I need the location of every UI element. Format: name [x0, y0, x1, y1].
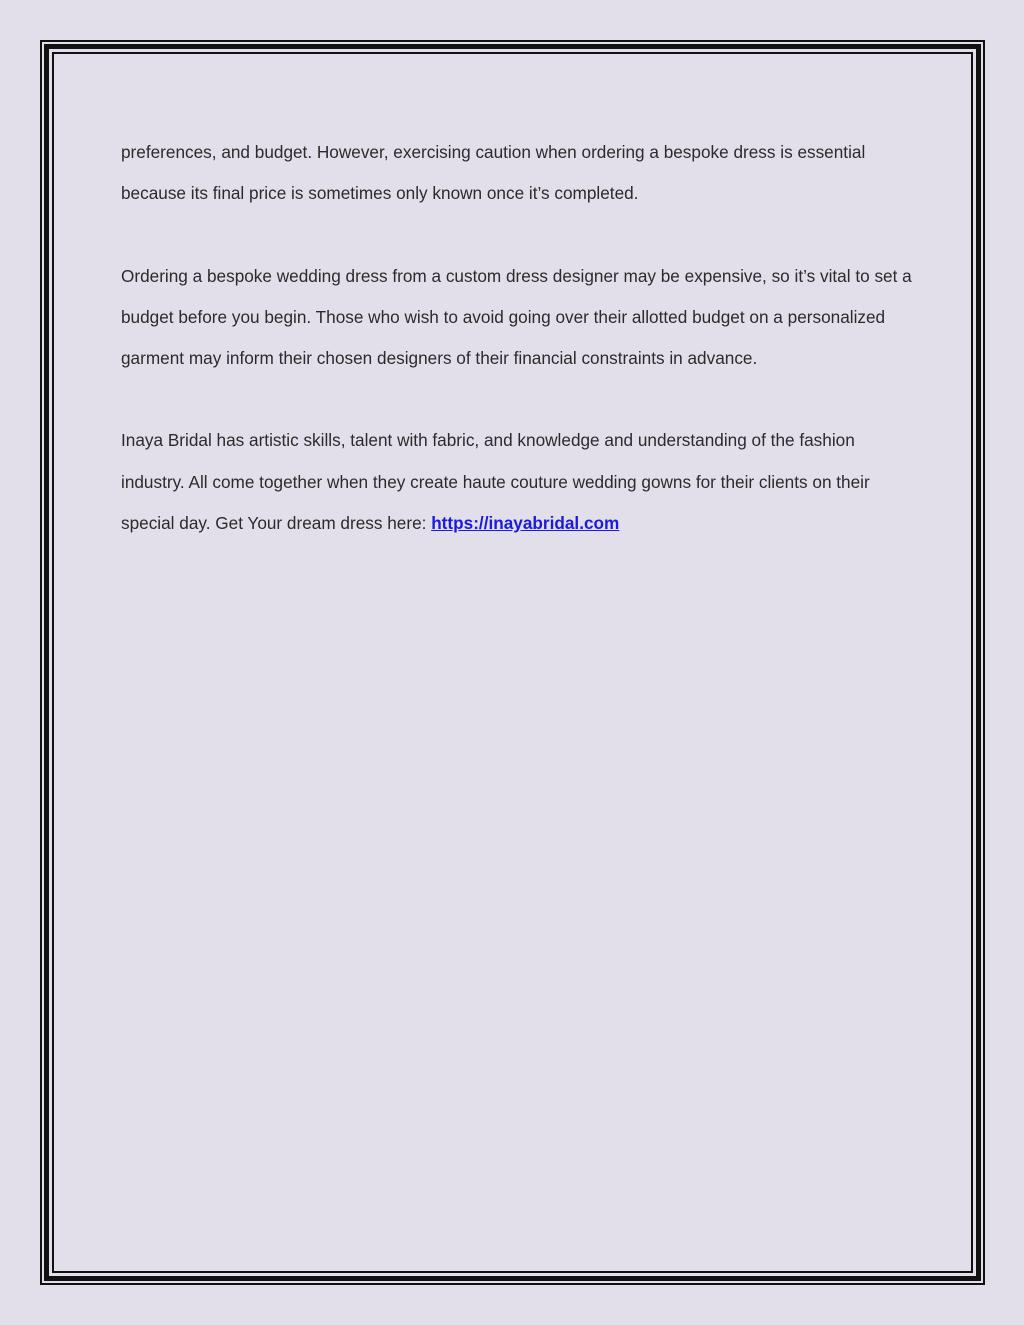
- paragraph-set-budget: [121, 256, 921, 380]
- website-link[interactable]: https://inayabridal.com: [431, 512, 620, 533]
- paragraph-text: preferences, and budget. However, exercising caution when ordering a bespoke dress is essential because its final price is sometimes only known once it’s completed.: [121, 142, 866, 204]
- paragraph-text: Ordering a bespoke wedding dress from a custom dress designer may be expensive, so it’s vital to set a budget before you begin. Those who wish to avoid going over their allotted budget on a personalized garment may inform their chosen designers of their financial constraints in advance.: [121, 265, 912, 368]
- paragraph-inaya-bridal: [121, 420, 921, 544]
- paragraph-budget-caution: [121, 132, 921, 214]
- paragraph-text: Inaya Bridal has artistic skills, talent with fabric, and knowledge and understanding of the fashion industry. All come together when they create haute couture wedding gowns for their clients on their special day. Get Your dream dress here:: [121, 430, 870, 533]
- document-body: [121, 132, 921, 544]
